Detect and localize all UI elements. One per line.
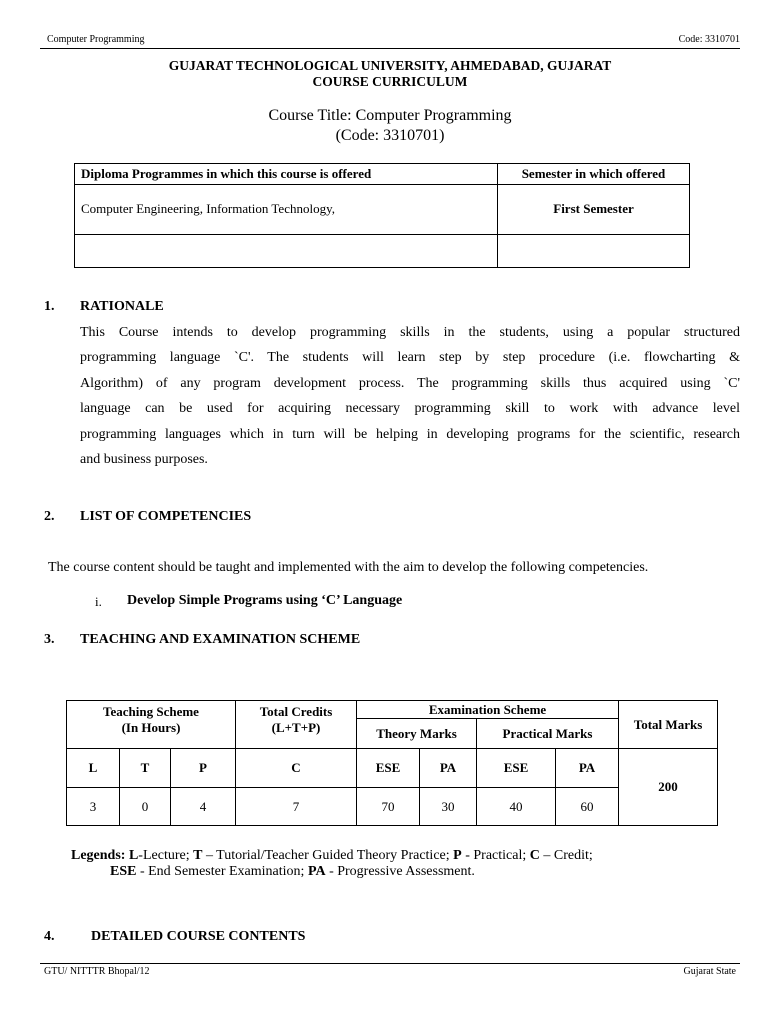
rationale-line: programming languages which in turn will be helping in developing programs for the scientific, research (80, 426, 740, 442)
page-header-left: Computer Programming (47, 34, 145, 45)
rationale-line: and business purposes. (80, 452, 208, 468)
rationale-line: This Course intends to develop programming skills in the students, using a popular structured (80, 325, 740, 340)
programmes-table (74, 163, 690, 268)
legend-line-2 (110, 863, 475, 881)
teaching-scheme-label: Teaching Scheme (103, 704, 199, 719)
value-l: 3 (67, 788, 120, 826)
section-number: 3. (44, 632, 55, 647)
credits-label: Total Credits (259, 704, 333, 719)
rationale-line: language can be used for acquiring necessary programming skill to work with advance level (80, 401, 740, 417)
competencies-intro: The course content should be taught and implemented with the aim to develop the following competencies. (48, 560, 649, 575)
header-rule (40, 48, 740, 49)
col-c-header: C (236, 749, 357, 788)
programmes-header: Diploma Programmes in which this course is offered (75, 164, 498, 185)
legend-label: Legends: (71, 848, 126, 863)
legend-text: – Credit; (539, 848, 593, 863)
value-theory-ese: 70 (357, 788, 420, 826)
contents-heading: DETAILED COURSE CONTENTS (91, 929, 306, 944)
scheme-heading: TEACHING AND EXAMINATION SCHEME (80, 632, 361, 647)
competency-item: Develop Simple Programs using ‘C’ Language (127, 593, 403, 608)
total-marks-header: Total Marks (619, 701, 718, 749)
col-t-header: T (120, 749, 171, 788)
section-number: 1. (44, 299, 55, 314)
value-practical-ese: 40 (477, 788, 556, 826)
credits-formula: (L+T+P) (271, 720, 321, 735)
theory-pa-header: PA (420, 749, 477, 788)
university-name: GUJARAT TECHNOLOGICAL UNIVERSITY, AHMEDABAD, GUJARAT (168, 58, 612, 73)
teaching-scheme-header (67, 701, 236, 749)
semester-header: Semester in which offered (498, 164, 690, 185)
competencies-heading: LIST OF COMPETENCIES (80, 509, 252, 524)
legend-text: – Tutorial/Teacher Guided Theory Practice; (202, 848, 454, 863)
teaching-scheme-unit: (In Hours) (121, 720, 181, 735)
legend-key: C (529, 848, 540, 863)
competency-marker: i. (95, 594, 102, 609)
legend-text: - Progressive Assessment. (325, 864, 475, 879)
page-header-right: Code: 3310701 (678, 34, 740, 45)
rationale-line: programming language `C'. The students will learn step by step procedure (i.e. flowcharting & (80, 350, 740, 366)
rationale-heading: RATIONALE (80, 299, 164, 314)
legend-key: P (453, 848, 462, 863)
legend-key: PA (307, 864, 326, 879)
page-footer-right: Gujarat State (683, 966, 736, 977)
empty-cell (75, 235, 498, 268)
legend-key: ESE (110, 864, 137, 879)
rationale-paragraph (80, 320, 740, 472)
rationale-line: Algorithm) of any program development process. The programming skills thus acquired using `C' (80, 375, 740, 391)
practical-marks-header: Practical Marks (477, 719, 619, 749)
footer-rule (40, 963, 740, 964)
practical-pa-header: PA (556, 749, 619, 788)
course-code: (Code: 3310701) (335, 127, 445, 144)
semester-cell: First Semester (498, 185, 690, 235)
page-footer-left: GTU/ NITTTR Bhopal/12 (44, 966, 150, 977)
legend-text: - Practical; (461, 848, 530, 863)
col-p-header: P (171, 749, 236, 788)
programmes-cell: Computer Engineering, Information Technology, (75, 185, 498, 235)
value-practical-pa: 60 (556, 788, 619, 826)
theory-ese-header: ESE (357, 749, 420, 788)
theory-marks-header: Theory Marks (357, 719, 477, 749)
col-l-header: L (67, 749, 120, 788)
section-number: 4. (44, 929, 55, 944)
legend-text: - End Semester Examination; (136, 864, 308, 879)
total-marks-value: 200 (619, 749, 718, 826)
section-number: 2. (44, 509, 55, 524)
value-t: 0 (120, 788, 171, 826)
legend-key: T (193, 848, 203, 863)
value-c: 7 (236, 788, 357, 826)
exam-scheme-header: Examination Scheme (357, 701, 619, 719)
scheme-table (66, 700, 718, 826)
legend-key: L (128, 848, 139, 863)
curriculum-heading: COURSE CURRICULUM (312, 74, 468, 89)
empty-cell (498, 235, 690, 268)
value-theory-pa: 30 (420, 788, 477, 826)
legend-text: -Lecture; (138, 848, 194, 863)
credits-header (236, 701, 357, 749)
practical-ese-header: ESE (477, 749, 556, 788)
value-p: 4 (171, 788, 236, 826)
course-title: Course Title: Computer Programming (268, 107, 512, 124)
